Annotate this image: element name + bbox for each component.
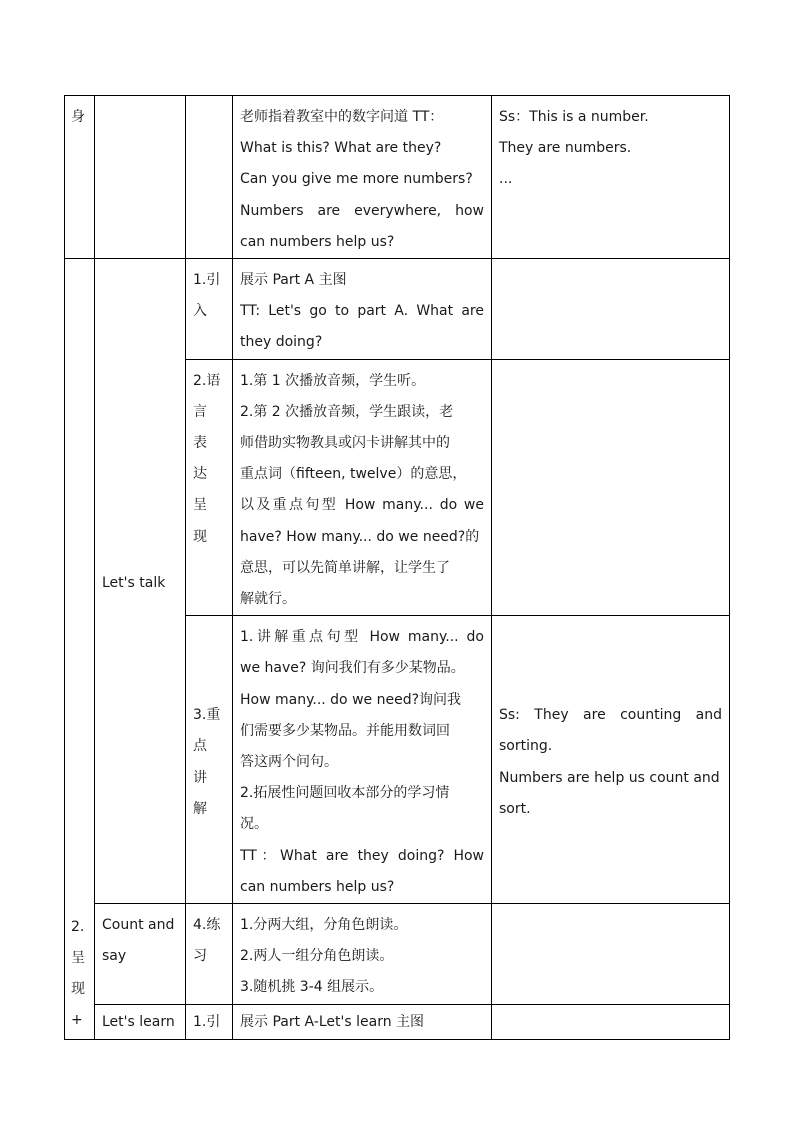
- student-activity-cell: [492, 359, 730, 616]
- student-line: ...: [499, 171, 513, 188]
- lesson-plan-page: [64, 95, 729, 1040]
- teacher-line: 们需要多少某物品。并能用数词回: [240, 722, 450, 739]
- teacher-line: can numbers help us?: [240, 233, 395, 250]
- step-text: 解: [193, 800, 207, 817]
- section-label: say: [102, 948, 127, 965]
- step-text: 4.练: [193, 917, 221, 934]
- section-cell: [95, 904, 186, 1005]
- teacher-line: 展示 Part A-Let's learn 主图: [240, 1013, 425, 1030]
- teacher-line: 2.拓展性问题回收本部分的学习情: [240, 785, 450, 802]
- step-text: 言: [193, 403, 207, 420]
- student-activity-cell: [492, 259, 730, 360]
- step-cell: [186, 1004, 233, 1039]
- teacher-activity-cell: [233, 359, 492, 616]
- student-line: Ss: They are counting and: [499, 707, 722, 724]
- teacher-line: 况。: [240, 816, 268, 833]
- step-text: 习: [193, 948, 207, 965]
- teacher-activity-cell: [233, 616, 492, 904]
- table-row: [65, 904, 730, 1005]
- student-activity-cell: [492, 904, 730, 1005]
- step-text: 表: [193, 435, 207, 452]
- step-text: 3.重: [193, 707, 221, 724]
- teacher-line: 解就行。: [240, 591, 296, 608]
- teacher-line: 意思，可以先简单讲解，让学生了: [240, 559, 450, 576]
- teacher-line: 师借助实物教具或闪卡讲解其中的: [240, 435, 450, 452]
- teacher-line: 2.第 2 次播放音频，学生跟读，老: [240, 403, 454, 420]
- step-text: 现: [193, 528, 207, 545]
- section-cell: [95, 1004, 186, 1039]
- teacher-activity-cell: [233, 904, 492, 1005]
- step-text: 点: [193, 738, 207, 755]
- stage-text: 现: [71, 981, 85, 998]
- teacher-activity-cell: [233, 96, 492, 259]
- teacher-line: How many... do we need?询问我: [240, 691, 462, 708]
- step-text: 达: [193, 466, 207, 483]
- teacher-line: they doing?: [240, 334, 323, 351]
- section-cell: [95, 96, 186, 259]
- section-cell: [95, 259, 186, 904]
- step-cell: [186, 616, 233, 904]
- student-line: They are numbers.: [499, 140, 632, 157]
- teacher-line: What is this? What are they?: [240, 140, 442, 157]
- step-text: 1.引: [193, 1013, 221, 1030]
- teacher-line: 重点词（fifteen, twelve）的意思，: [240, 466, 467, 483]
- step-cell: [186, 359, 233, 616]
- step-text: 入: [193, 303, 207, 320]
- teacher-line: 以及重点句型 How many... do we: [240, 497, 484, 514]
- stage-text: 呈: [71, 950, 85, 967]
- table-row: [65, 259, 730, 360]
- lesson-plan-table: [64, 95, 730, 1040]
- stage-text: 2.: [71, 918, 85, 935]
- step-text: 2.语: [193, 372, 221, 389]
- teacher-line: 展示 Part A 主图: [240, 272, 347, 289]
- section-label: Let's learn: [102, 1013, 175, 1030]
- teacher-line: 1.讲解重点句型 How many... do: [240, 629, 484, 646]
- stage-cell: [65, 96, 95, 259]
- step-cell: [186, 904, 233, 1005]
- teacher-line: TT：What are they doing? How: [240, 847, 484, 864]
- teacher-line: have? How many... do we need?的: [240, 528, 480, 545]
- student-line: sorting.: [499, 738, 553, 755]
- step-cell: [186, 96, 233, 259]
- section-label: Let's talk: [102, 575, 166, 592]
- table-row: [65, 96, 730, 259]
- step-cell: [186, 259, 233, 360]
- student-activity-cell: [492, 1004, 730, 1039]
- teacher-line: 3.随机挑 3-4 组展示。: [240, 979, 384, 996]
- teacher-activity-cell: [233, 1004, 492, 1039]
- step-text: 呈: [193, 497, 207, 514]
- stage-text: 身: [71, 109, 85, 125]
- table-row: [65, 1004, 730, 1039]
- step-text: 讲: [193, 769, 207, 786]
- step-text: 1.引: [193, 272, 221, 289]
- teacher-line: Can you give me more numbers?: [240, 171, 473, 188]
- teacher-line: 老师指着教室中的数字问道 TT：: [240, 109, 444, 125]
- teacher-line: 1.分两大组，分角色朗读。: [240, 917, 408, 934]
- student-activity-cell: [492, 96, 730, 259]
- teacher-line: we have? 询问我们有多少某物品。: [240, 660, 465, 677]
- teacher-line: 2.两人一组分角色朗读。: [240, 948, 394, 965]
- student-activity-cell: [492, 616, 730, 904]
- teacher-line: 答这两个问句。: [240, 754, 338, 771]
- student-line: Ss：This is a number.: [499, 109, 649, 125]
- stage-cell: [65, 259, 95, 1040]
- teacher-line: Numbers are everywhere, how: [240, 202, 484, 219]
- teacher-line: 1.第 1 次播放音频，学生听。: [240, 372, 426, 389]
- teacher-line: can numbers help us?: [240, 878, 395, 895]
- stage-text: +: [71, 1012, 83, 1029]
- teacher-line: TT: Let's go to part A. What are: [240, 303, 484, 320]
- section-label: Count and: [102, 917, 175, 934]
- student-line: Numbers are help us count and: [499, 769, 720, 786]
- student-line: sort.: [499, 800, 531, 817]
- teacher-activity-cell: [233, 259, 492, 360]
